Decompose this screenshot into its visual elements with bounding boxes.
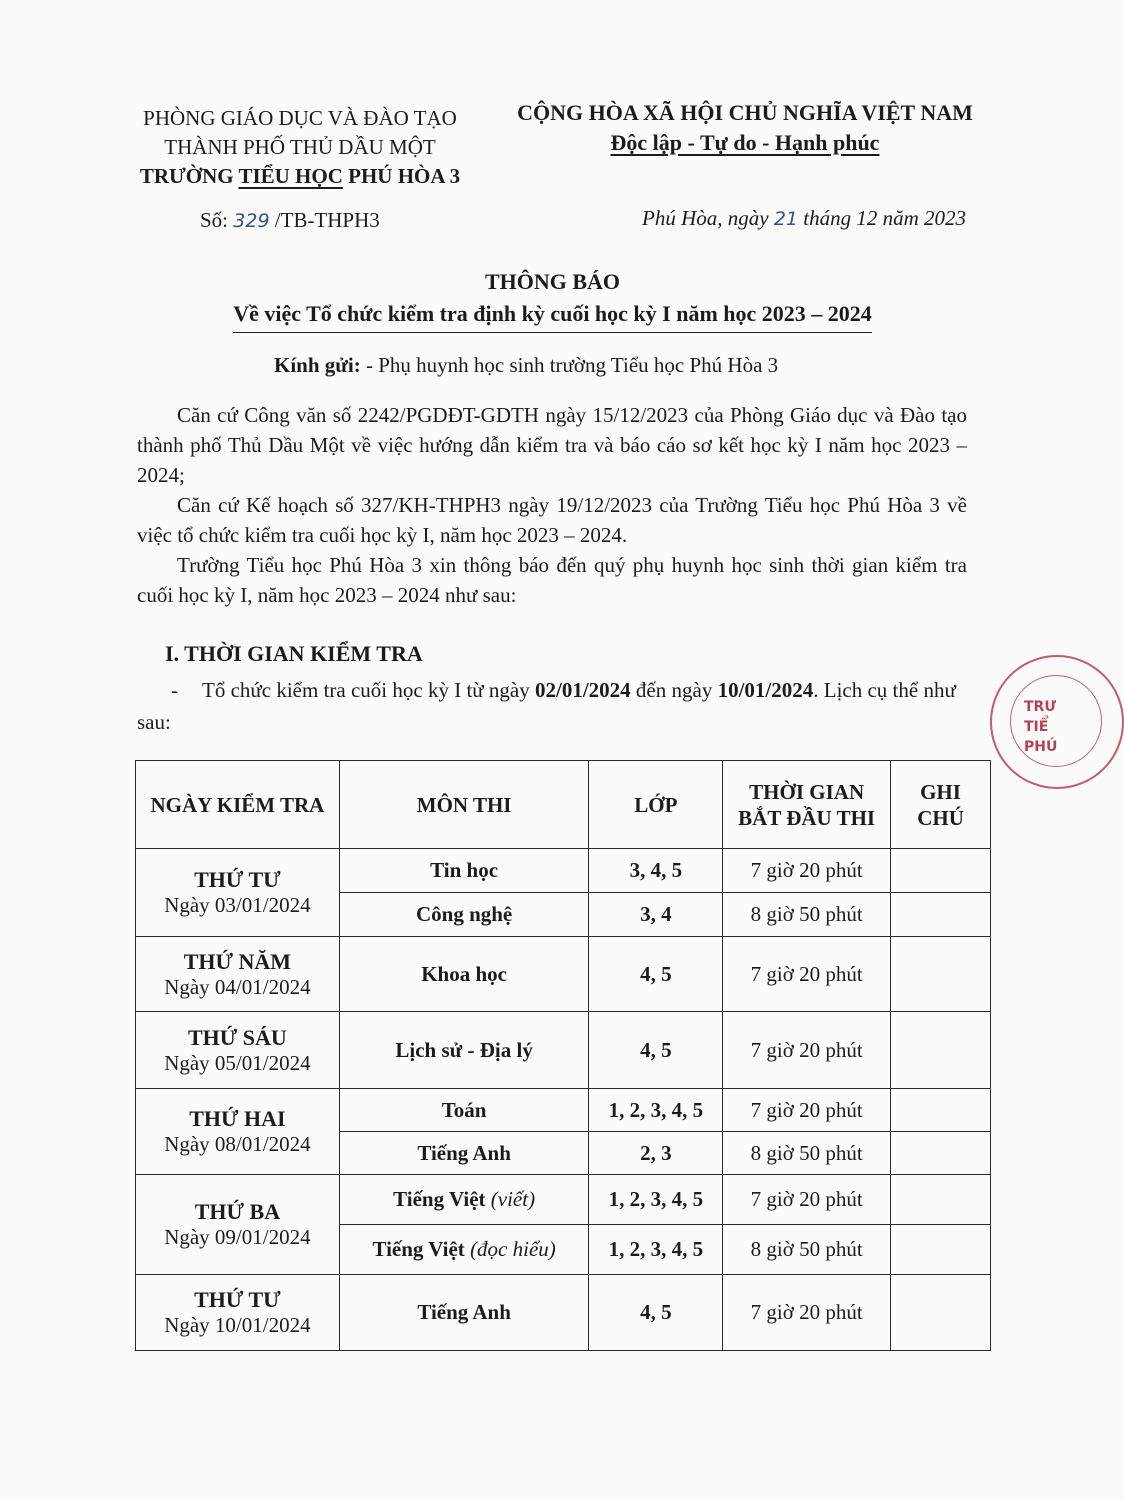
school-name-prefix: TRƯỜNG	[139, 164, 239, 188]
time-cell: 8 giờ 50 phút	[723, 893, 891, 937]
subject: Tin học	[430, 858, 499, 882]
subject: Khoa học	[421, 961, 507, 986]
class-cell: 1, 2, 3, 4, 5	[589, 1175, 723, 1225]
note-cell	[891, 1275, 991, 1351]
note-cell	[891, 1089, 991, 1132]
time-cell: 8 giờ 50 phút	[723, 1225, 891, 1275]
date: Ngày 09/01/2024	[164, 1225, 311, 1249]
date: Ngày 05/01/2024	[164, 1050, 311, 1075]
weekday: THỨ BA	[194, 1199, 281, 1224]
bullet-text: Tổ chức kiểm tra cuối học kỳ I từ ngày	[202, 678, 535, 702]
school-name	[100, 162, 500, 191]
date: Ngày 10/01/2024	[164, 1313, 311, 1337]
class-cell: 1, 2, 3, 4, 5	[589, 1225, 723, 1275]
class-cell: 1, 2, 3, 4, 5	[589, 1089, 723, 1132]
national-motto-text: Độc lập - Tự do - Hạnh phúc	[610, 130, 880, 155]
note-cell	[891, 1175, 991, 1225]
time-cell: 7 giờ 20 phút	[723, 849, 891, 893]
table-row	[136, 1175, 991, 1225]
header-cell: MÔN THI	[339, 761, 589, 849]
subject-cell	[339, 849, 589, 893]
day-cell	[136, 1175, 340, 1275]
date: Ngày 03/01/2024	[164, 893, 311, 917]
table-row	[136, 849, 991, 893]
document-number	[200, 208, 380, 233]
subject: Tiếng Việt	[393, 1187, 491, 1211]
recipient-label: Kính gửi:	[274, 353, 361, 377]
time-cell: 7 giờ 20 phút	[723, 1275, 891, 1351]
time-cell: 7 giờ 20 phút	[723, 1089, 891, 1132]
subject-cell	[339, 893, 589, 937]
class-cell: 3, 4, 5	[589, 849, 723, 893]
national-motto	[490, 128, 1000, 158]
weekday: THỨ TƯ	[194, 1287, 281, 1312]
class-cell: 3, 4	[589, 893, 723, 937]
place-date-prefix: Phú Hòa, ngày	[642, 206, 774, 230]
class-cell: 4, 5	[589, 937, 723, 1012]
class-cell: 2, 3	[589, 1132, 723, 1175]
recipient-line	[274, 353, 778, 378]
weekday: THỨ NĂM	[183, 948, 292, 974]
time-cell: 8 giờ 50 phút	[723, 1132, 891, 1175]
table-header-row	[136, 761, 991, 849]
note-cell	[891, 893, 991, 937]
header-cell: NGÀY KIỂM TRA	[136, 761, 340, 849]
header-cell: LỚP	[589, 761, 723, 849]
weekday: THỨ SÁU	[187, 1024, 287, 1050]
title-subtitle: Về việc Tổ chức kiểm tra định kỳ cuối học kỳ I năm học 2023 – 2024	[233, 298, 872, 333]
agency-line-1: PHÒNG GIÁO DỤC VÀ ĐÀO TẠO	[143, 106, 457, 130]
weekday: THỨ HAI	[189, 1106, 286, 1131]
subject-cell	[339, 1225, 589, 1275]
note-cell	[891, 1012, 991, 1089]
date: Ngày 04/01/2024	[164, 974, 311, 999]
title-main: THÔNG BÁO	[484, 269, 621, 294]
subject-cell	[339, 1275, 589, 1351]
subject: Toán	[441, 1097, 487, 1122]
exam-schedule-table	[135, 760, 991, 1351]
place-date-day: 21	[773, 208, 799, 230]
paragraph: Căn cứ Kế hoạch số 327/KH-THPH3 ngày 19/12/2023 của Trường Tiểu học Phú Hòa 3 về việc tổ chức kiểm tra cuối học kỳ I, năm học 2023 – 2024.	[137, 493, 967, 547]
header-cell: THỜI GIAN BẮT ĐẦU THI	[723, 761, 891, 849]
place-date	[642, 206, 966, 231]
class-cell: 4, 5	[589, 1275, 723, 1351]
subject-cell	[339, 1175, 589, 1225]
note-cell	[891, 1225, 991, 1275]
place-date-suffix: tháng 12 năm 2023	[798, 206, 967, 230]
subject-cell	[339, 937, 589, 1012]
document-title	[0, 266, 1105, 333]
paragraph: Trường Tiểu học Phú Hòa 3 xin thông báo đến quý phụ huynh học sinh thời gian kiểm tra cuối học kỳ I, năm học 2023 – 2024 như sau:	[137, 553, 967, 607]
time-cell: 7 giờ 20 phút	[723, 937, 891, 1012]
agency-header	[100, 104, 500, 191]
subject: Tiếng Việt	[372, 1237, 471, 1261]
section-heading: I. THỜI GIAN KIỂM TRA	[165, 641, 423, 666]
subject-cell	[339, 1089, 589, 1132]
time-cell: 7 giờ 20 phút	[723, 1175, 891, 1225]
end-date: 10/01/2024	[717, 678, 814, 702]
subject-cell	[339, 1012, 589, 1089]
national-title: CỘNG HÒA XÃ HỘI CHỦ NGHĨA VIỆT NAM	[517, 100, 973, 125]
note-cell	[891, 937, 991, 1012]
date: Ngày 08/01/2024	[164, 1132, 311, 1156]
national-header	[490, 98, 1000, 158]
seal-line: TRƯ	[1024, 699, 1057, 715]
start-date: 02/01/2024	[535, 678, 631, 702]
day-cell	[136, 937, 340, 1012]
seal-line: TIỂ	[1024, 719, 1049, 735]
seal-line: PHÚ	[1024, 739, 1058, 755]
day-cell	[136, 1089, 340, 1175]
body-paragraphs	[137, 400, 967, 610]
seal-text	[1024, 697, 1057, 757]
table-row	[136, 1012, 991, 1089]
table-row	[136, 1089, 991, 1132]
paragraph: Căn cứ Công văn số 2242/PGDĐT-GDTH ngày 15/12/2023 của Phòng Giáo dục và Đào tạo thành phố Thủ Dầu Một về việc hướng dẫn kiểm tra và báo cáo sơ kết học kỳ I năm học 2023 – 2024;	[137, 403, 967, 487]
bullet-text: đến ngày	[630, 678, 718, 702]
header-cell: GHI CHÚ	[891, 761, 991, 849]
subject: Tiếng Anh	[417, 1300, 511, 1324]
subject-note: (viết)	[490, 1187, 536, 1211]
time-cell: 7 giờ 20 phút	[723, 1012, 891, 1089]
official-seal	[990, 655, 1124, 789]
document-number-suffix: /TB-THPH3	[269, 208, 380, 232]
bullet-dash: -	[171, 678, 178, 702]
table-row	[136, 1275, 991, 1351]
day-cell	[136, 849, 340, 937]
document-number-value: 329	[233, 210, 270, 232]
subject: Công nghệ	[415, 902, 513, 926]
document-number-label: Số:	[200, 208, 234, 232]
day-cell	[136, 1012, 340, 1089]
subject: Tiếng Anh	[417, 1140, 511, 1165]
school-name-underlined: TIỂU HỌC	[238, 164, 343, 188]
note-cell	[891, 1132, 991, 1175]
subject-note: (đọc hiểu)	[470, 1237, 556, 1261]
table-row	[136, 937, 991, 1012]
agency-line-2: THÀNH PHỐ THỦ DẦU MỘT	[164, 135, 436, 159]
note-cell	[891, 849, 991, 893]
subject-cell	[339, 1132, 589, 1175]
subject: Lịch sử - Địa lý	[395, 1037, 533, 1062]
day-cell	[136, 1275, 340, 1351]
class-cell: 4, 5	[589, 1012, 723, 1089]
bullet-text: . Lịch cụ thể như sau:	[137, 678, 956, 734]
school-name-suffix: PHÚ HÒA 3	[342, 164, 461, 188]
schedule-range-bullet	[137, 674, 967, 738]
weekday: THỨ TƯ	[194, 867, 281, 892]
recipient-text: - Phụ huynh học sinh trường Tiểu học Phú Hòa 3	[360, 353, 779, 377]
